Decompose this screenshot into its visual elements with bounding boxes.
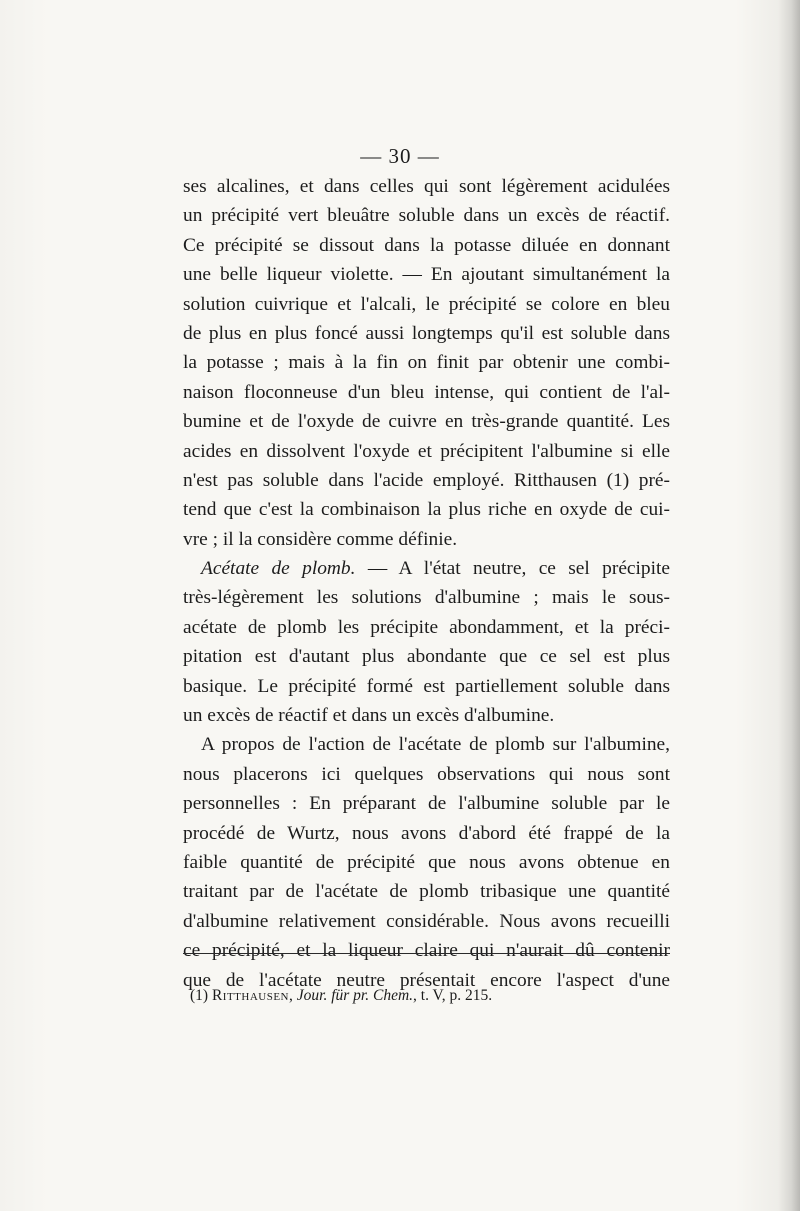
footnote-journal: Jour. für pr. Chem. bbox=[296, 987, 414, 1004]
text-line: procédé de Wurtz, nous avons d'abord été frappé de la bbox=[183, 822, 670, 844]
text-line: faible quantité de précipité que nous avons obtenue en bbox=[183, 851, 670, 873]
text-line: naison floconneuse d'un bleu intense, qui contient de l'al- bbox=[183, 381, 670, 403]
text-line: acides en dissolvent l'oxyde et précipitent l'albumine si elle bbox=[183, 440, 670, 462]
text-line: vre ; il la considère comme définie. bbox=[183, 528, 458, 550]
footnote-ref: , t. V, p. 215. bbox=[413, 987, 493, 1004]
page-edge-shadow bbox=[778, 0, 800, 1211]
text-line: très-légèrement les solutions d'albumine ; mais le sous- bbox=[183, 587, 670, 609]
text-line: un précipité vert bleuâtre soluble dans un excès de réactif. bbox=[183, 205, 670, 227]
acetate-heading: Acétate de plomb. bbox=[201, 558, 356, 580]
footnote-rule bbox=[183, 953, 670, 954]
footnote-author: Ritthausen bbox=[211, 987, 290, 1004]
text-line: un excès de réactif et dans un excès d'albumine. bbox=[183, 705, 555, 727]
footnote-sep: , bbox=[289, 987, 297, 1004]
text-line: nous placerons ici quelques observations qui nous sont bbox=[183, 763, 670, 785]
text-line: traitant par de l'acétate de plomb tribasique une quantité bbox=[183, 881, 670, 903]
text-line: une belle liqueur violette. — En ajoutant simultanément la bbox=[183, 264, 670, 286]
text-line: solution cuivrique et l'alcali, le précipité se colore en bleu bbox=[183, 293, 670, 315]
text-fragment: — A l'état neutre, ce sel précipite bbox=[355, 558, 670, 580]
text-line: pitation est d'autant plus abondante que ce sel est plus bbox=[183, 646, 670, 668]
text-line: que de l'acétate neutre présentait encore l'aspect d'une bbox=[183, 969, 670, 991]
acetate-paragraph-first-line bbox=[183, 554, 670, 583]
text-line: la potasse ; mais à la fin on finit par obtenir une combi- bbox=[183, 352, 670, 374]
footnote-marker: (1) bbox=[190, 987, 212, 1004]
footnote bbox=[190, 987, 492, 1005]
text-line: ses alcalines, et dans celles qui sont légèrement acidulées bbox=[183, 176, 670, 197]
text-line: basique. Le précipité formé est partiellement soluble dans bbox=[183, 675, 670, 697]
text-line: de plus en plus foncé aussi longtemps qu'il est soluble dans bbox=[183, 322, 670, 344]
text-line: d'albumine relativement considérable. Nous avons recueilli bbox=[183, 910, 670, 932]
page-number: — 30 — bbox=[360, 144, 440, 168]
text-line: ce précipité, et la liqueur claire qui n'aurait dû contenir bbox=[183, 940, 670, 962]
body-text bbox=[183, 172, 670, 995]
text-line: bumine et de l'oxyde de cuivre en très-grande quantité. Les bbox=[183, 411, 670, 433]
text-line: A propos de l'action de l'acétate de plomb sur l'albumine, bbox=[201, 734, 670, 756]
text-line: personnelles : En préparant de l'albumine soluble par le bbox=[183, 793, 670, 815]
text-line: acétate de plomb les précipite abondamment, et la préci- bbox=[183, 616, 670, 638]
text-line: n'est pas soluble dans l'acide employé. Ritthausen (1) pré- bbox=[183, 469, 670, 491]
text-line: Ce précipité se dissout dans la potasse diluée en donnant bbox=[183, 234, 670, 256]
text-line: tend que c'est la combinaison la plus riche en oxyde de cui- bbox=[183, 499, 670, 521]
